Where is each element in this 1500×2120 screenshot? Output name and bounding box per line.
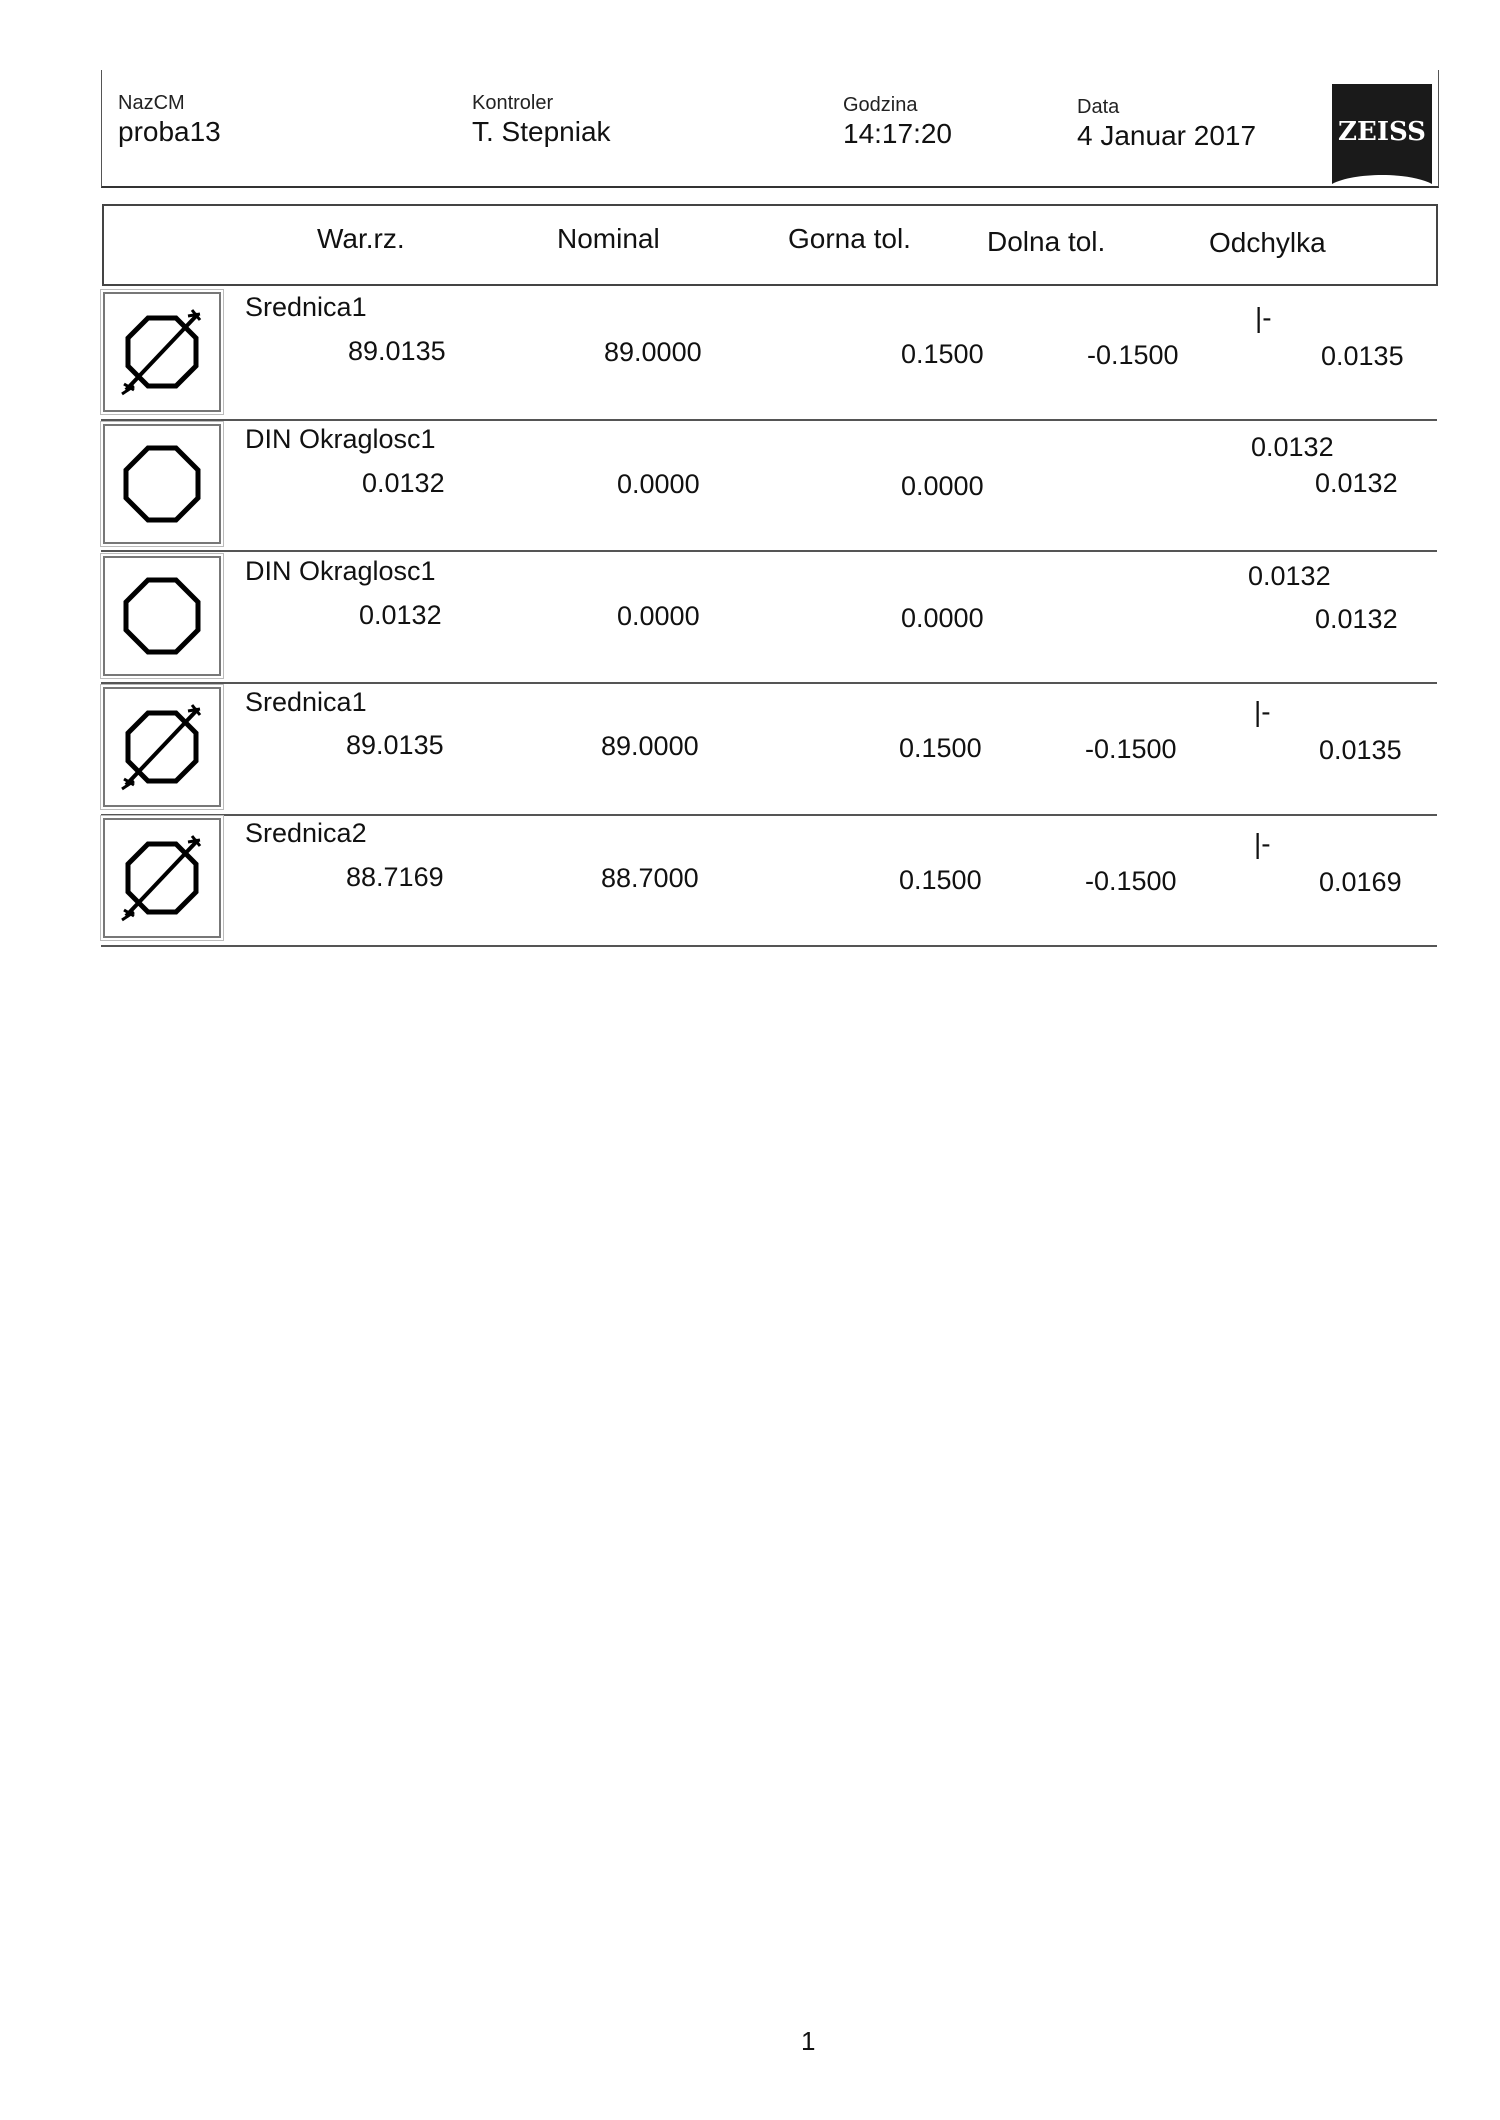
- row-divider: [101, 419, 1437, 421]
- nominal-value: 88.7000: [601, 863, 699, 893]
- kontroler-value: T. Stepniak: [472, 116, 611, 147]
- nominal-value: 0.0000: [617, 469, 700, 499]
- naz-label: NazCM: [118, 92, 185, 114]
- naz-value: proba13: [118, 116, 221, 147]
- deviation-bar: |-: [1254, 696, 1271, 727]
- deviation-bar: |-: [1254, 828, 1271, 859]
- godzina-label: Godzina: [843, 94, 918, 116]
- diameter-icon: [114, 699, 210, 795]
- upper-tol-value: 0.1500: [901, 339, 984, 369]
- col-upper-tol: Gorna tol.: [788, 223, 911, 254]
- godzina-value: 14:17:20: [843, 118, 952, 149]
- measured-value: 0.0132: [359, 600, 442, 630]
- row-divider: [101, 550, 1437, 552]
- col-lower-tol: Dolna tol.: [987, 226, 1106, 257]
- feature-name: Srednica1: [245, 292, 367, 322]
- deviation-value: 0.0169: [1319, 867, 1402, 897]
- col-measured: War.rz.: [317, 223, 405, 254]
- deviation-value: 0.0135: [1319, 735, 1402, 765]
- feature-name: Srednica2: [245, 818, 367, 848]
- upper-tol-value: 0.1500: [899, 733, 982, 763]
- diameter-icon-box: [103, 687, 221, 807]
- nominal-value: 89.0000: [604, 337, 702, 367]
- measured-value: 0.0132: [362, 468, 445, 498]
- diameter-icon-box: [103, 292, 221, 412]
- lower-tol-value: -0.1500: [1085, 734, 1177, 764]
- roundness-icon: [114, 568, 210, 664]
- zeiss-logo-text: ZEISS: [1338, 117, 1426, 147]
- lower-tol-value: -0.1500: [1087, 340, 1179, 370]
- measured-value: 89.0135: [348, 336, 446, 366]
- row-divider: [101, 945, 1437, 947]
- upper-tol-value: 0.0000: [901, 471, 984, 501]
- col-deviation: Odchylka: [1209, 227, 1326, 258]
- row-divider: [101, 814, 1437, 816]
- nominal-value: 89.0000: [601, 731, 699, 761]
- lower-tol-value: -0.1500: [1085, 866, 1177, 896]
- feature-name: DIN Okraglosc1: [245, 556, 436, 586]
- deviation-value: 0.0132: [1315, 468, 1398, 498]
- deviation-value: 0.0132: [1315, 604, 1398, 634]
- upper-tol-value: 0.0000: [901, 603, 984, 633]
- roundness-icon-box: [103, 424, 221, 544]
- feature-name: DIN Okraglosc1: [245, 424, 436, 454]
- nominal-value: 0.0000: [617, 601, 700, 631]
- deviation-value: 0.0135: [1321, 341, 1404, 371]
- deviation-bar: |-: [1255, 302, 1272, 333]
- upper-tol-value: 0.1500: [899, 865, 982, 895]
- measured-value: 89.0135: [346, 730, 444, 760]
- roundness-icon: [114, 436, 210, 532]
- page-number: 1: [801, 2026, 816, 2056]
- diameter-icon: [114, 830, 210, 926]
- measured-value: 88.7169: [346, 862, 444, 892]
- diameter-icon: [114, 304, 210, 400]
- deviation-bar: 0.0132: [1251, 432, 1334, 462]
- feature-name: Srednica1: [245, 687, 367, 717]
- kontroler-label: Kontroler: [472, 92, 554, 114]
- deviation-bar: 0.0132: [1248, 561, 1331, 591]
- data-value: 4 Januar 2017: [1077, 120, 1257, 151]
- data-label: Data: [1077, 96, 1120, 118]
- zeiss-logo-icon: [1330, 82, 1434, 186]
- zeiss-logo: [1330, 82, 1434, 186]
- row-divider: [101, 682, 1437, 684]
- roundness-icon-box: [103, 556, 221, 676]
- diameter-icon-box: [103, 818, 221, 938]
- col-nominal: Nominal: [557, 223, 660, 254]
